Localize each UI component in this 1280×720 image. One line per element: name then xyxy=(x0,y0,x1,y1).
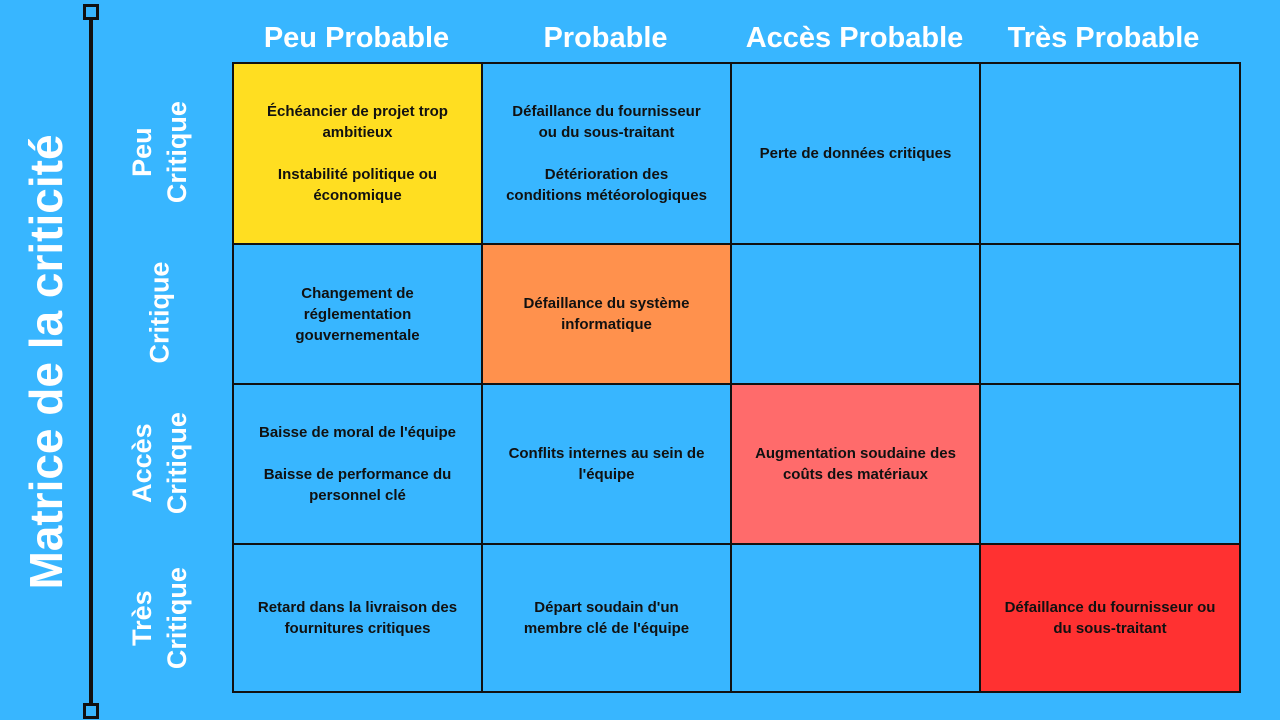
matrix-cell xyxy=(483,545,732,691)
criticality-matrix-grid xyxy=(232,62,1241,693)
matrix-cell xyxy=(981,385,1239,545)
matrix-cell xyxy=(234,245,483,385)
matrix-cell xyxy=(234,64,483,245)
axis-top-handle xyxy=(83,4,99,20)
column-header-probable: Probable xyxy=(543,22,668,54)
matrix-cell xyxy=(483,385,732,545)
matrix-cell xyxy=(981,545,1239,691)
cell-text: Perte de données critiques xyxy=(759,145,952,162)
matrix-cell xyxy=(483,64,732,245)
cell-text: Augmentation soudaine des coûts des matériaux xyxy=(755,445,956,483)
row-header-label: Très Critique xyxy=(126,566,192,670)
vertical-axis-line xyxy=(89,10,93,712)
matrix-cell xyxy=(234,545,483,691)
matrix-title: Matrice de la criticité xyxy=(20,134,72,590)
row-header-tres-critique xyxy=(105,543,215,693)
matrix-cell xyxy=(732,545,981,691)
matrix-cell xyxy=(483,245,732,385)
column-header-acces-probable: Accès Probable xyxy=(745,22,964,54)
column-header-peu-probable: Peu Probable xyxy=(263,22,450,54)
row-header-label: Accès Critique xyxy=(126,411,192,515)
cell-text: Échéancier de projet trop ambitieux Instabilité politique ou économique xyxy=(267,103,448,204)
column-header-tres-probable: Très Probable xyxy=(1007,22,1200,54)
matrix-cell xyxy=(732,245,981,385)
cell-text: Défaillance du fournisseur ou du sous-traitant Détérioration des conditions météorologiques xyxy=(506,103,707,204)
matrix-cell xyxy=(732,64,981,245)
row-header-peu-critique xyxy=(105,62,215,243)
row-header-critique xyxy=(105,243,215,383)
axis-bottom-handle xyxy=(83,703,99,719)
matrix-cell xyxy=(981,64,1239,245)
cell-text: Conflits internes au sein de l'équipe xyxy=(508,445,705,483)
row-header-acces-critique xyxy=(105,383,215,543)
row-header-label: Peu Critique xyxy=(126,101,192,204)
cell-text: Changement de réglementation gouvernementale xyxy=(295,284,420,344)
matrix-cell xyxy=(234,385,483,545)
cell-text: Défaillance du fournisseur ou du sous-traitant xyxy=(1004,599,1216,637)
matrix-cell xyxy=(732,385,981,545)
cell-text: Baisse de moral de l'équipe Baisse de performance du personnel clé xyxy=(259,424,456,504)
cell-text: Départ soudain d'un membre clé de l'équipe xyxy=(523,599,690,637)
row-header-label: Critique xyxy=(144,261,175,365)
matrix-cell xyxy=(981,245,1239,385)
cell-text: Retard dans la livraison des fournitures critiques xyxy=(257,599,458,637)
cell-text: Défaillance du système informatique xyxy=(523,295,690,333)
